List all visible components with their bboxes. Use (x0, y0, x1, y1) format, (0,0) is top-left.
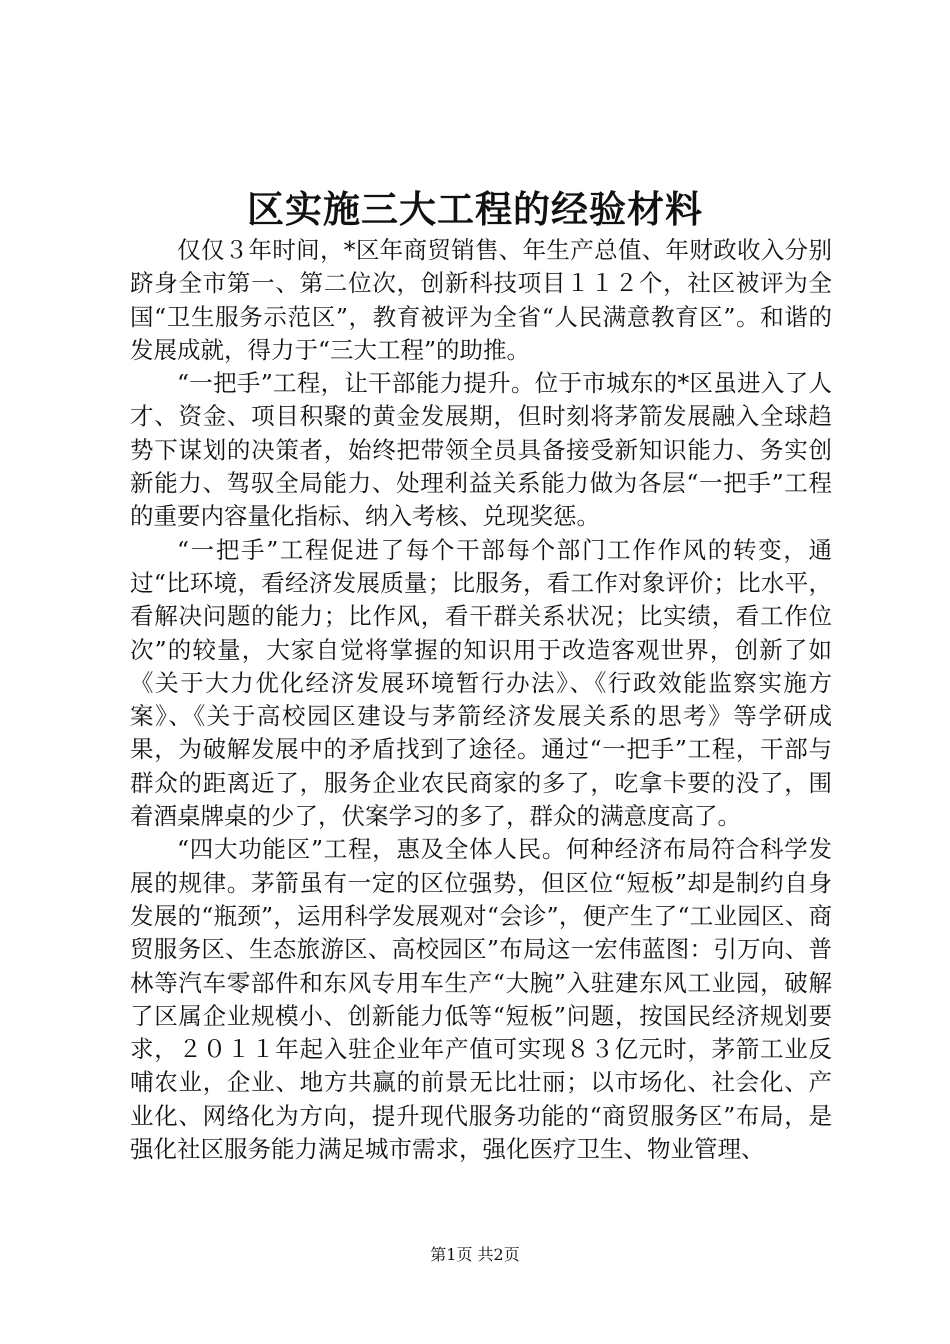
document-title: 区实施三大工程的经验材料 (247, 188, 703, 231)
page-number-footer: 第1页 共2页 (430, 1245, 520, 1264)
document-body (130, 234, 832, 1166)
paragraph-intro: 仅仅３年时间，*区年商贸销售、年生产总值、年财政收入分别跻身全市第一、第二位次，创新科技项目１１２个，社区被评为全国“卫生服务示范区”，教育被评为全省“人民满意教育区”。和谐的发展成就，得力于“三大工程”的助推。 (130, 236, 832, 364)
paragraph-functional-zones: “四大功能区”工程，惠及全体人民。何种经济布局符合科学发展的规律。茅箭虽有一定的区位强势，但区位“短板”却是制约自身发展的“瓶颈”，运用科学发展观对“会诊”，便产生了“工业园区、商贸服务区、生态旅游区、高校园区”布局这一宏伟蓝图：引万向、普林等汽车零部件和东风专用车生产“大腕”入驻建东风工业园，破解了区属企业规模小、创新能力低等“短板”问题，按国民经济规划要求，２０１１年起入驻企业年产值可实现８３亿元时，茅箭工业反哺农业，企业、地方共赢的前景无比壮丽；以市场化、社会化、产业化、网络化为方向，提升现代服务功能的“商贸服务区”布局，是强化社区服务能力满足城市需求，强化医疗卫生、物业管理、 (130, 835, 832, 1164)
paragraph-leader-project: “一把手”工程，让干部能力提升。位于市城东的*区虽进入了人才、资金、项目积聚的黄金发展期，但时刻将茅箭发展融入全球趋势下谋划的决策者，始终把带领全员具备接受新知识能力、务实创新能力、驾驭全局能力、处理利益关系能力做为各层“一把手”工程的重要内容量化指标、纳入考核、兑现奖惩。 (130, 369, 832, 531)
paragraph-work-style: “一把手”工程促进了每个干部每个部门工作作风的转变，通过“比环境，看经济发展质量；比服务，看工作对象评价；比水平，看解决问题的能力；比作风，看干群关系状况；比实绩，看工作位次”的较量，大家自觉将掌握的知识用于改造客观世界，创新了如《关于大力优化经济发展环境暂行办法》、《行政效能监察实施方案》、《关于高校园区建设与茅箭经济发展关系的思考》等学研成果，为破解发展中的矛盾找到了途径。通过“一把手”工程，干部与群众的距离近了，服务企业农民商家的多了，吃拿卡要的没了，围着酒桌牌桌的少了，伏案学习的多了，群众的满意度高了。 (130, 535, 832, 831)
